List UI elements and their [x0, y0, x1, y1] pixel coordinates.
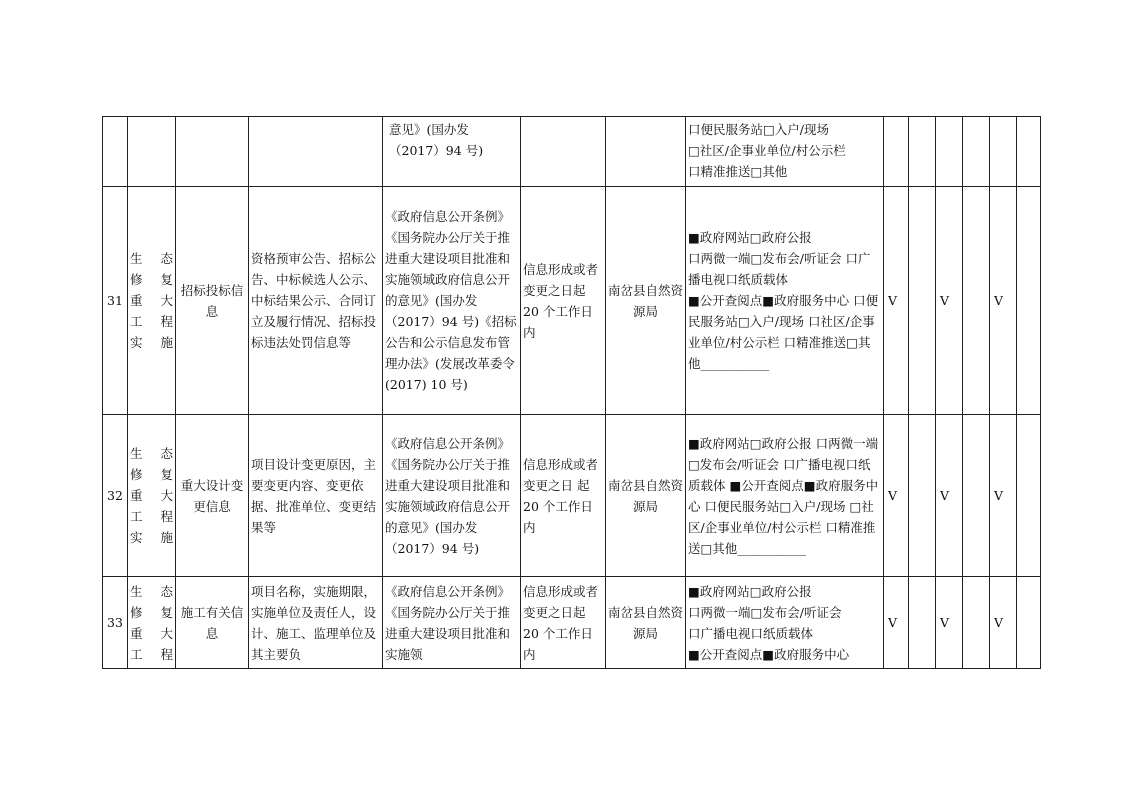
mark-cell: V — [884, 415, 909, 577]
time-limit-cell: 信息形成或者变更之日起 20 个工作日内 — [521, 187, 606, 415]
mark-cell — [990, 117, 1017, 187]
content-cell — [249, 117, 383, 187]
item-cell — [176, 117, 249, 187]
mark-cell: V — [936, 577, 963, 669]
content-cell: 资格预审公告、招标公告、中标候选人公示、中标结果公示、合同订立及履行情况、招标投标违法处罚信息等 — [249, 187, 383, 415]
row-number — [103, 117, 128, 187]
basis-cell: 《政府信息公开条例》《国务院办公厅关于推进重大建设项目批准和实施领域政府信息公开的意见》(国办发 （2017）94 号)《招标公告和公示信息发布管理办法》(发展改革委令(2017) 10 号) — [383, 187, 521, 415]
basis-cell: 《政府信息公开条例》《国务院办公厅关于推进重大建设项目批准和实施领域政府信息公开的意见》(国办发 （2017）94 号) — [383, 415, 521, 577]
table-row — [103, 577, 1041, 669]
basis-cell: 意见》(国办发 （2017）94 号) — [383, 117, 521, 187]
basis-cell: 《政府信息公开条例》《国务院办公厅关于推进重大建设项目批准和实施领 — [383, 577, 521, 669]
table-row — [103, 187, 1041, 415]
mark-cell: V — [936, 187, 963, 415]
mark-cell: V — [884, 577, 909, 669]
time-limit-cell: 信息形成或者变更之日 起 20 个工作日内 — [521, 415, 606, 577]
channel-cell: ■政府网站□政府公报 口两微一端□发布会/听证会 口广播电视口纸质载体 ■公开查阅点■政府服务中心 口便民服务站□入户/现场 □社区/企事业单位/村公示栏 口精准推送□其他___________ — [686, 415, 884, 577]
category-cell — [128, 117, 176, 187]
content-cell: 项目设计变更原因，主要变更内容、变更依据、批准单位、变更结果等 — [249, 415, 383, 577]
row-number: 31 — [103, 187, 128, 415]
category-cell: 生 态 修 复 重 大 工 程 实施 — [128, 187, 176, 415]
channel-cell: 口便民服务站□入户/现场 □社区/企事业单位/村公示栏 口精准推送□其他 — [686, 117, 884, 187]
subject-cell: 南岔县自然资源局 — [606, 187, 686, 415]
row-number: 33 — [103, 577, 128, 669]
empty-cell — [1017, 577, 1041, 669]
mark-cell: V — [884, 187, 909, 415]
empty-cell — [909, 577, 936, 669]
item-cell: 招标投标信息 — [176, 187, 249, 415]
mark-cell: V — [990, 577, 1017, 669]
empty-cell — [1017, 187, 1041, 415]
mark-cell: V — [936, 415, 963, 577]
item-cell: 重大设计变更信息 — [176, 415, 249, 577]
mark-cell: V — [990, 415, 1017, 577]
item-cell: 施工有关信息 — [176, 577, 249, 669]
empty-cell — [909, 415, 936, 577]
subject-cell: 南岔县自然资源局 — [606, 415, 686, 577]
empty-cell — [909, 187, 936, 415]
category-cell: 生 态 修 复 重 大 工程 — [128, 577, 176, 669]
empty-cell — [963, 415, 990, 577]
time-limit-cell — [521, 117, 606, 187]
row-number: 32 — [103, 415, 128, 577]
mark-cell: V — [990, 187, 1017, 415]
time-limit-cell: 信息形成或者变更之日起 20 个工作日内 — [521, 577, 606, 669]
empty-cell — [1017, 415, 1041, 577]
channel-cell: ■政府网站□政府公报 口两微一端□发布会/听证会 口广播电视口纸质载体 ■公开查阅点■政府服务中心 口便民服务站□入户/现场 口社区/企事业单位/村公示栏 口精准推送□其他___________ — [686, 187, 884, 415]
table-row — [103, 117, 1041, 187]
empty-cell — [963, 117, 990, 187]
disclosure-table — [102, 116, 1041, 669]
content-cell: 项目名称，实施期限，实施单位及责任人，设计、施工、监理单位及其主要负 — [249, 577, 383, 669]
table-row — [103, 415, 1041, 577]
mark-cell — [936, 117, 963, 187]
mark-cell — [884, 117, 909, 187]
empty-cell — [963, 187, 990, 415]
subject-cell — [606, 117, 686, 187]
empty-cell — [963, 577, 990, 669]
channel-cell: ■政府网站□政府公报 口两微一端□发布会/听证会 口广播电视口纸质载体 ■公开查阅点■政府服务中心 — [686, 577, 884, 669]
subject-cell: 南岔县自然资源局 — [606, 577, 686, 669]
category-cell: 生 态 修 复 重 大 工 程 实施 — [128, 415, 176, 577]
empty-cell — [1017, 117, 1041, 187]
empty-cell — [909, 117, 936, 187]
